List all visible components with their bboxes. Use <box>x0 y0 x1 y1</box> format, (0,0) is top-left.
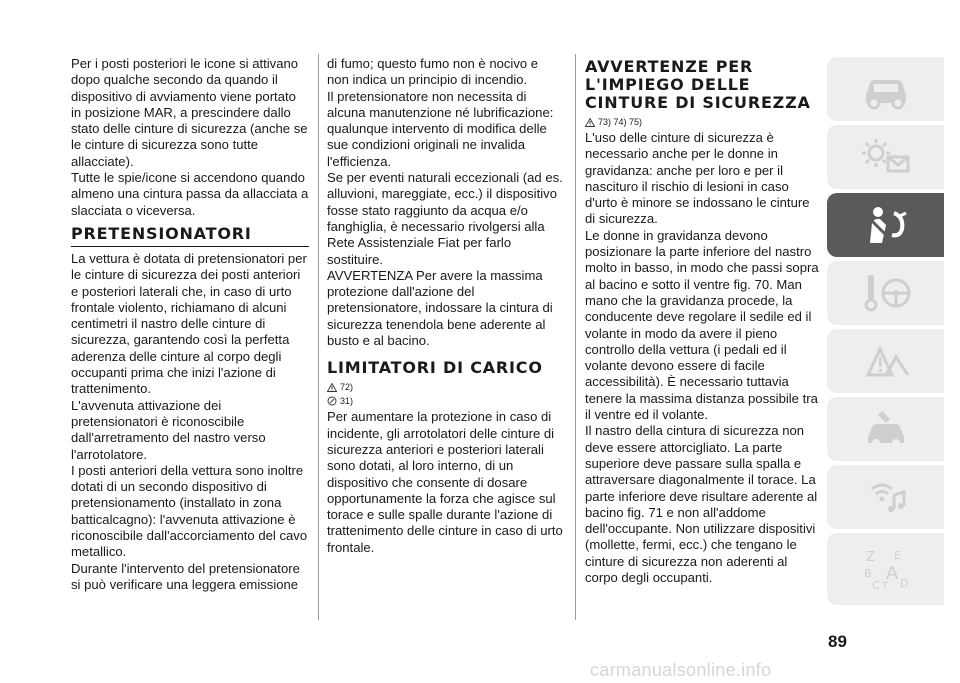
paragraph: Le donne in gravidanza devono posizionare la parte inferiore del nastro molto in basso, in modo che passi sopra al bacino e sotto il ventre fig. 70. Man mano che la gravidanza procede, la conducente deve regolare il sedile ed il volante in modo da avere il pieno controllo della vettura (i pedali ed il volante devono essere di facile accessibilità). È necessario tuttavia tenere la massima distanza possibile tra il ventre ed il volante. <box>585 227 819 423</box>
tab-starting-driving[interactable] <box>827 261 944 325</box>
paragraph: Il nastro della cintura di sicurezza non deve essere attorcigliato. La parte superiore deve passare sulla spalla e attraversare diagonalmente il torace. La parte inferiore deve risultare aderente al bacino fig. 71 e non all'addome dell'occupante. Non utilizzare dispositivi (mollette, fermi, ecc.) che tengano le cinture di sicurezza non aderenti al corpo degli occupanti. <box>585 423 818 586</box>
column-divider-left <box>318 54 319 620</box>
tab-dashboard-lights[interactable] <box>827 125 944 189</box>
warning-reference[interactable] <box>327 381 563 393</box>
reference-numbers: 73) 74) 75) <box>598 117 643 127</box>
tab-car[interactable] <box>827 57 944 121</box>
text-column-1 <box>71 56 309 593</box>
index-letters-icon <box>858 544 914 594</box>
index-letter: C <box>871 579 880 592</box>
warning-triangle-icon <box>585 118 595 127</box>
car-icon <box>858 67 914 111</box>
paragraph: Se per eventi naturali eccezionali (ad es. alluvioni, mareggiate, ecc.) il dispositivo fosse stato raggiunto da acqua e/o fanghiglia, è necessario rivolgersi alla Rete Assistenziale Fiat per farlo sostituire. <box>327 170 563 267</box>
index-letter: A <box>885 563 898 584</box>
tab-maintenance[interactable] <box>827 397 944 461</box>
section-heading-avvertenze: AVVERTENZE PER L'IMPIEGO DELLE CINTURE DI SICUREZZA <box>585 57 811 112</box>
multimedia-icon <box>858 475 914 519</box>
text-column-2 <box>327 56 563 556</box>
caution-icon <box>327 396 337 406</box>
paragraph: I posti anteriori della vettura sono inoltre dotati di un secondo dispositivo di pretensionamento (installato in zona batticalcagno): l'avvenuta attivazione è riconoscibile dall'accorciamento del cavo metallico. <box>71 462 308 560</box>
index-letter: E <box>893 549 901 562</box>
warning-triangle-icon <box>327 383 337 392</box>
tab-multimedia[interactable] <box>827 465 944 529</box>
tab-emergency[interactable] <box>827 329 944 393</box>
key-steering-icon <box>858 271 914 315</box>
watermark: carmanualsonline.info <box>590 660 772 680</box>
info-reference[interactable] <box>327 395 563 407</box>
page-number: 89 <box>828 632 847 651</box>
index-letter: B <box>863 567 872 580</box>
paragraph: AVVERTENZA Per avere la massima protezione dall'azione del pretensionatore, indossare la cintura di sicurezza tenendola bene aderente al busto e al bacino. <box>327 267 553 349</box>
warning-triangle-icon <box>858 339 914 383</box>
paragraph: Tutte le spie/icone si accendono quando almeno una cintura passa da allacciata a slacciata o viceversa. <box>71 170 309 218</box>
chapter-tabs <box>827 57 944 609</box>
reference-number: 72) <box>340 382 354 393</box>
section-heading-limitatori: LIMITATORI DI CARICO <box>327 358 543 378</box>
index-letter: T <box>881 581 888 592</box>
dashboard-lights-icon <box>858 135 914 179</box>
column-divider-right <box>575 54 576 620</box>
paragraph: Per aumentare la protezione in caso di incidente, gli arrotolatori delle cinture di sicurezza anteriori e posteriori laterali sono dotati, al loro interno, di un dispositivo che consente di dosare opportunamente la forza che agisce sul torace e sulle spalle durante l'azione di trattenimento delle cinture in caso di urto frontale. <box>327 409 563 555</box>
paragraph: Durante l'intervento del pretensionatore si può verificare una leggera emissione <box>71 560 300 592</box>
paragraph: L'avvenuta attivazione dei pretensionatori è riconoscibile dall'arretramento del nastro verso l'arrotolatore. <box>71 397 266 462</box>
index-letter: Z <box>865 550 875 565</box>
index-letter: D <box>899 577 908 590</box>
paragraph: Il pretensionatore non necessita di alcuna manutenzione né lubrificazione: qualunque intervento di modifica delle sue condizioni originali ne invalida l'efficienza. <box>327 88 554 169</box>
wrench-car-icon <box>858 407 914 451</box>
warning-reference[interactable] <box>585 116 821 128</box>
tab-index[interactable] <box>827 533 944 605</box>
tab-safety[interactable] <box>827 193 944 257</box>
paragraph: Per i posti posteriori le icone si attivano dopo qualche secondo da quando il dispositivo di avviamento viene portato in posizione MAR, a prescindere dallo stato delle cinture di sicurezza (anche se le cinture di sicurezza sono tutte allacciate). <box>71 56 308 169</box>
paragraph: La vettura è dotata di pretensionatori per le cinture di sicurezza dei posti anteriori e posteriori laterali che, in caso di urto frontale violento, richiamano di alcuni centimetri il nastro delle cinture di sicurezza, garantendo così la perfetta aderenza delle cinture al corpo degli occupanti prima che inizi l'azione di trattenimento. <box>71 250 307 397</box>
reference-number: 31) <box>340 396 354 407</box>
section-heading-pretensionatori: PRETENSIONATORI <box>71 225 309 247</box>
text-column-3 <box>585 56 821 586</box>
paragraph: L'uso delle cinture di sicurezza è necessario anche per le donne in gravidanza: anche per loro e per il nascituro il rischio di lesioni in caso d'urto è minore se indossano le cinture di sicurezza. <box>585 130 810 227</box>
paragraph: di fumo; questo fumo non è nocivo e non indica un principio di incendio. <box>327 56 539 88</box>
seatbelt-airbag-icon <box>858 203 914 247</box>
